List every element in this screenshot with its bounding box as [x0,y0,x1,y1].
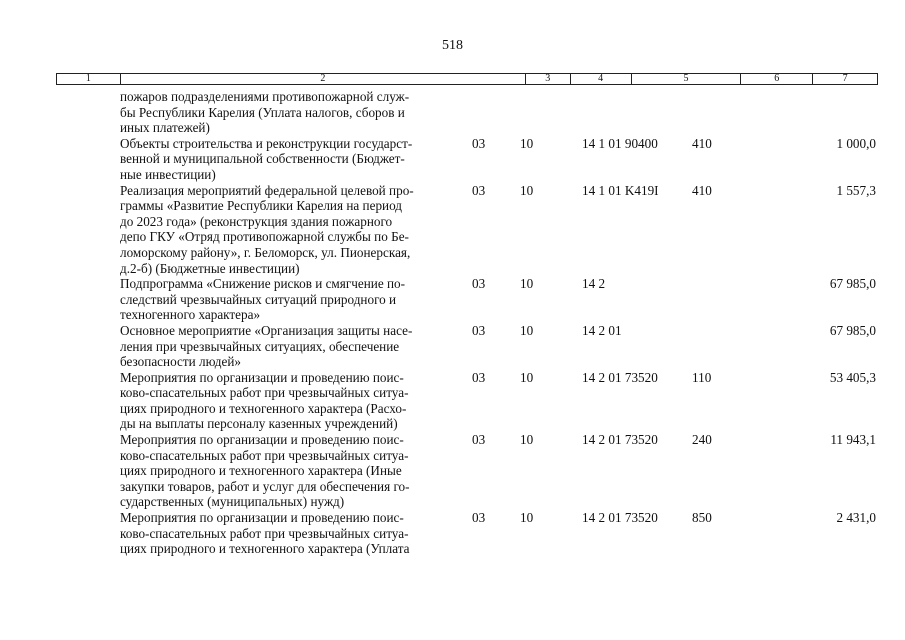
row-description [120,183,460,277]
description-line: Реализация мероприятий федеральной целевой про- [120,182,414,198]
description-line: ково-спасательных работ при чрезвычайных ситуа- [120,447,409,463]
table-row [0,510,905,557]
amount-value: 2 431,0 [836,510,876,526]
table-column-header [56,73,878,85]
description-line: Мероприятия по организации и проведению поис- [120,510,404,526]
table-row [0,136,905,183]
table-row [0,370,905,432]
target-item-code: 14 2 [582,276,606,292]
target-item-code: 14 2 01 73520 [582,432,658,448]
amount-value: 1 000,0 [836,135,876,151]
description-line: циях природного и техногенного характера (Уплата [120,541,410,557]
description-line: депо ГКУ «Отряд противопожарной службы по Бе- [120,229,409,245]
description-line: циях природного и техногенного характера (Иные [120,463,402,479]
target-item-code: 14 1 01 90400 [582,135,658,151]
target-item-code: 14 1 01 K419I [582,182,659,198]
column-number-5: 5 [632,74,742,84]
description-line: граммы «Развитие Республики Карелия на период [120,198,403,214]
description-line: бы Республики Карелия (Уплата налогов, сборов и [120,104,405,120]
description-line: венной и муниципальной собственности (Бюджет- [120,151,405,167]
amount-value: 53 405,3 [829,369,876,385]
column-number-6: 6 [741,74,813,84]
expense-type-code: 410 [692,135,712,151]
subsection-code: 10 [520,510,534,526]
description-line: ления при чрезвычайных ситуациях, обеспечение [120,338,400,354]
section-code: 03 [472,369,486,385]
amount-value: 1 557,3 [836,182,876,198]
table-row [0,183,905,277]
page-number: 518 [442,38,463,53]
section-code: 03 [472,322,486,338]
section-code: 03 [472,182,486,198]
column-number-3: 3 [526,74,571,84]
subsection-code: 10 [520,182,534,198]
column-number-7: 7 [842,73,848,84]
row-description [120,432,460,510]
row-description [120,136,460,183]
description-line: ково-спасательных работ при чрезвычайных ситуа- [120,525,409,541]
amount-value: 67 985,0 [829,276,876,292]
description-line: Основное мероприятие «Организация защиты насе- [120,322,413,338]
description-line: закупки товаров, работ и услуг для обеспечения го- [120,478,410,494]
column-number-4: 4 [571,74,632,84]
subsection-code: 10 [520,322,534,338]
description-line: до 2023 года» (реконструкция здания пожарного [120,213,393,229]
subsection-code: 10 [520,432,534,448]
column-number-2: 2 [121,74,526,84]
description-line: ломорскому району», г. Беломорск, ул. Пионерская, [120,244,411,260]
target-item-code: 14 2 01 73520 [582,369,658,385]
description-line: Мероприятия по организации и проведению поис- [120,369,404,385]
description-line: д.2-б) (Бюджетные инвестиции) [120,260,300,276]
table-row [0,323,905,370]
row-description [120,276,460,323]
target-item-code: 14 2 01 73520 [582,510,658,526]
description-line: Мероприятия по организации и проведению поис- [120,432,404,448]
description-line: техногенного характера» [120,307,261,323]
row-description [120,323,460,370]
table-row [0,432,905,510]
description-line: Объекты строительства и реконструкции государст- [120,135,413,151]
expense-type-code: 240 [692,432,712,448]
description-line: ды на выплаты персоналу казенных учреждений) [120,416,398,432]
section-code: 03 [472,276,486,292]
row-description [120,370,460,432]
description-line: безопасности людей» [120,354,241,370]
expense-type-code: 850 [692,510,712,526]
description-line: ные инвестиции) [120,166,216,182]
section-code: 03 [472,432,486,448]
section-code: 03 [472,510,486,526]
target-item-code: 14 2 01 [582,322,622,338]
table-row [0,276,905,323]
column-number-1: 1 [57,74,121,84]
description-line: ково-спасательных работ при чрезвычайных ситуа- [120,385,409,401]
row-description [120,510,460,557]
description-line: циях природного и техногенного характера (Расхо- [120,400,407,416]
row-description [120,89,460,136]
description-line: следствий чрезвычайных ситуаций природного и [120,291,397,307]
subsection-code: 10 [520,276,534,292]
expense-type-code: 410 [692,182,712,198]
amount-value: 67 985,0 [829,322,876,338]
description-line: Подпрограмма «Снижение рисков и смягчение по- [120,276,406,292]
description-line: пожаров подразделениями противопожарной служ- [120,89,410,104]
amount-value: 11 943,1 [830,432,876,448]
subsection-code: 10 [520,369,534,385]
description-line: сударственных (муниципальных) нужд) [120,494,345,510]
table-row [0,89,905,136]
section-code: 03 [472,135,486,151]
description-line: иных платежей) [120,120,210,136]
subsection-code: 10 [520,135,534,151]
expense-type-code: 110 [692,369,712,385]
table-body [0,89,905,557]
